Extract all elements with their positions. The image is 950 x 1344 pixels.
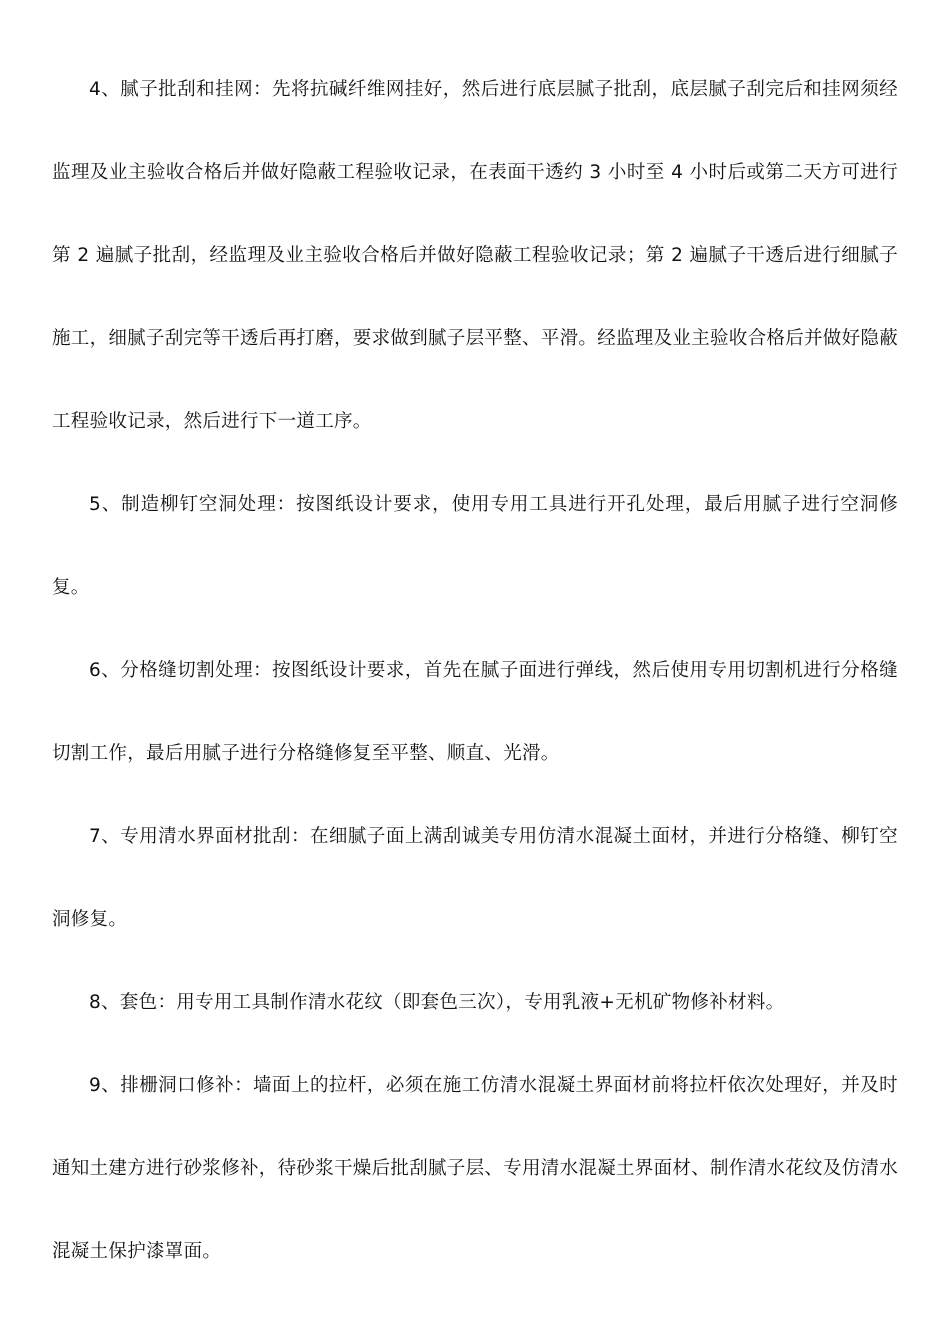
paragraph-step-9: 9、排栅洞口修补：墙面上的拉杆，必须在施工仿清水混凝土界面材前将拉杆依次处理好，并及时通知土建方进行砂浆修补，待砂浆干燥后批刮腻子层、专用清水混凝土界面材、制作清水花纹及仿清水混凝土保护漆罩面。 bbox=[52, 1075, 899, 1262]
paragraph-step-6: 6、分格缝切割处理：按图纸设计要求，首先在腻子面进行弹线，然后使用专用切割机进行分格缝切割工作，最后用腻子进行分格缝修复至平整、顺直、光滑。 bbox=[52, 660, 898, 764]
document-body bbox=[52, 48, 898, 1293]
paragraph-step-8: 8、套色：用专用工具制作清水花纹（即套色三次），专用乳液+无机矿物修补材料。 bbox=[89, 992, 785, 1013]
paragraph-step-7: 7、专用清水界面材批刮：在细腻子面上满刮诚美专用仿清水混凝土面材，并进行分格缝、柳钉空洞修复。 bbox=[52, 826, 898, 930]
paragraph-step-5: 5、制造柳钉空洞处理：按图纸设计要求，使用专用工具进行开孔处理，最后用腻子进行空洞修复。 bbox=[52, 494, 898, 598]
paragraph-step-4: 4、腻子批刮和挂网：先将抗碱纤维网挂好，然后进行底层腻子批刮，底层腻子刮完后和挂网须经监理及业主验收合格后并做好隐蔽工程验收记录，在表面干透约 3 小时至 4 小时后或第二天方可进行第 2 遍腻子批刮，经监理及业主验收合格后并做好隐蔽工程验收记录；第 2 遍腻子干透后进行细腻子施工，细腻子刮完等干透后再打磨，要求做到腻子层平整、平滑。经监理及业主验收合格后并做好隐蔽工程验收记录，然后进行下一道工序。 bbox=[52, 79, 899, 432]
